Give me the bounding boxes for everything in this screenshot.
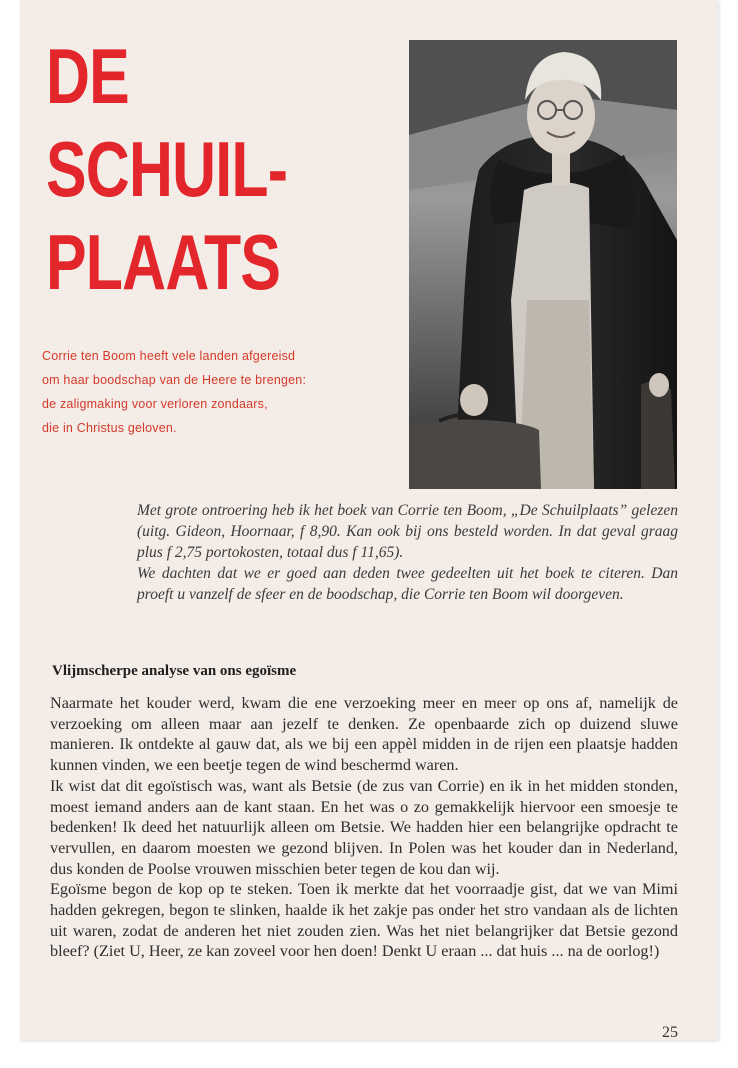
- section-heading: Vlijmscherpe analyse van ons egoïsme: [52, 663, 297, 679]
- intro-text: [137, 500, 678, 605]
- body-paragraph: Ik wist dat dit egoïstisch was, want als Betsie (de zus van Corrie) en ik in het midden stonden, moest iemand anders aan de kant staan. En het was o zo gemakkelijk hiervoor een smoesje te bedenken! Ik deed het natuurlijk alleen om Betsie. We hadden hier een belangrijke opdracht te vervullen, en daarom moesten we gezond blijven. In Polen was het kouder dan in Nederland, dus konden de Poolse vrouwen misschien beter tegen de kou dan wij.: [50, 776, 678, 878]
- title-line: SCHUIL-: [46, 125, 288, 213]
- intro-paragraph: Met grote ontroering heb ik het boek van Corrie ten Boom, „De Schuilplaats” gelezen (uitg. Gideon, Hoornaar, f 8,90. Kan ook bij ons besteld worden. In dat geval graag plus f 2,75 portokosten, totaal dus f 11,65).: [137, 502, 678, 561]
- caption-line: Corrie ten Boom heeft vele landen afgereisd: [42, 349, 296, 363]
- caption-line: die in Christus geloven.: [42, 421, 177, 435]
- photo-caption: [42, 344, 382, 440]
- title-line: PLAATS: [46, 218, 281, 306]
- page-number: 25: [662, 1024, 678, 1041]
- caption-line: de zaligmaking voor verloren zondaars,: [42, 397, 268, 411]
- body-paragraph: Egoïsme begon de kop op te steken. Toen ik merkte dat het voorraadje gist, dat we van Mimi hadden gekregen, begon te slinken, haalde ik het zakje pas onder het stro vandaan als de lichten uit waren, zodat de anderen het niet zouden zien. Was het niet belangrijker dat Betsie gezond bleef? (Ziet U, Heer, ze kan zoveel voor hen doen! Denkt U eraan ... dat huis ... na de oorlog!): [50, 880, 678, 961]
- caption-line: om haar boodschap van de Heere te brengen:: [42, 373, 307, 387]
- title-line: DE: [46, 32, 129, 120]
- intro-paragraph: We dachten dat we er goed aan deden twee gedeelten uit het boek te citeren. Dan proeft u vanzelf de sfeer en de boodschap, die Corrie ten Boom wil doorgeven.: [137, 565, 678, 603]
- portrait-photo-image: [409, 40, 677, 489]
- article-title: [46, 30, 287, 309]
- body-paragraph: Naarmate het kouder werd, kwam die ene verzoeking meer en meer op ons af, namelijk de verzoeking om alleen maar aan jezelf te denken. Ze openbaarde zich op duizend sluwe manieren. Ik ontdekte al gauw dat, als we bij een appèl midden in de rijen een plaatsje hadden kunnen vinden, we een beetje tegen de wind beschermd waren.: [50, 694, 678, 775]
- portrait-photo: [409, 40, 677, 489]
- article-body: [50, 693, 678, 962]
